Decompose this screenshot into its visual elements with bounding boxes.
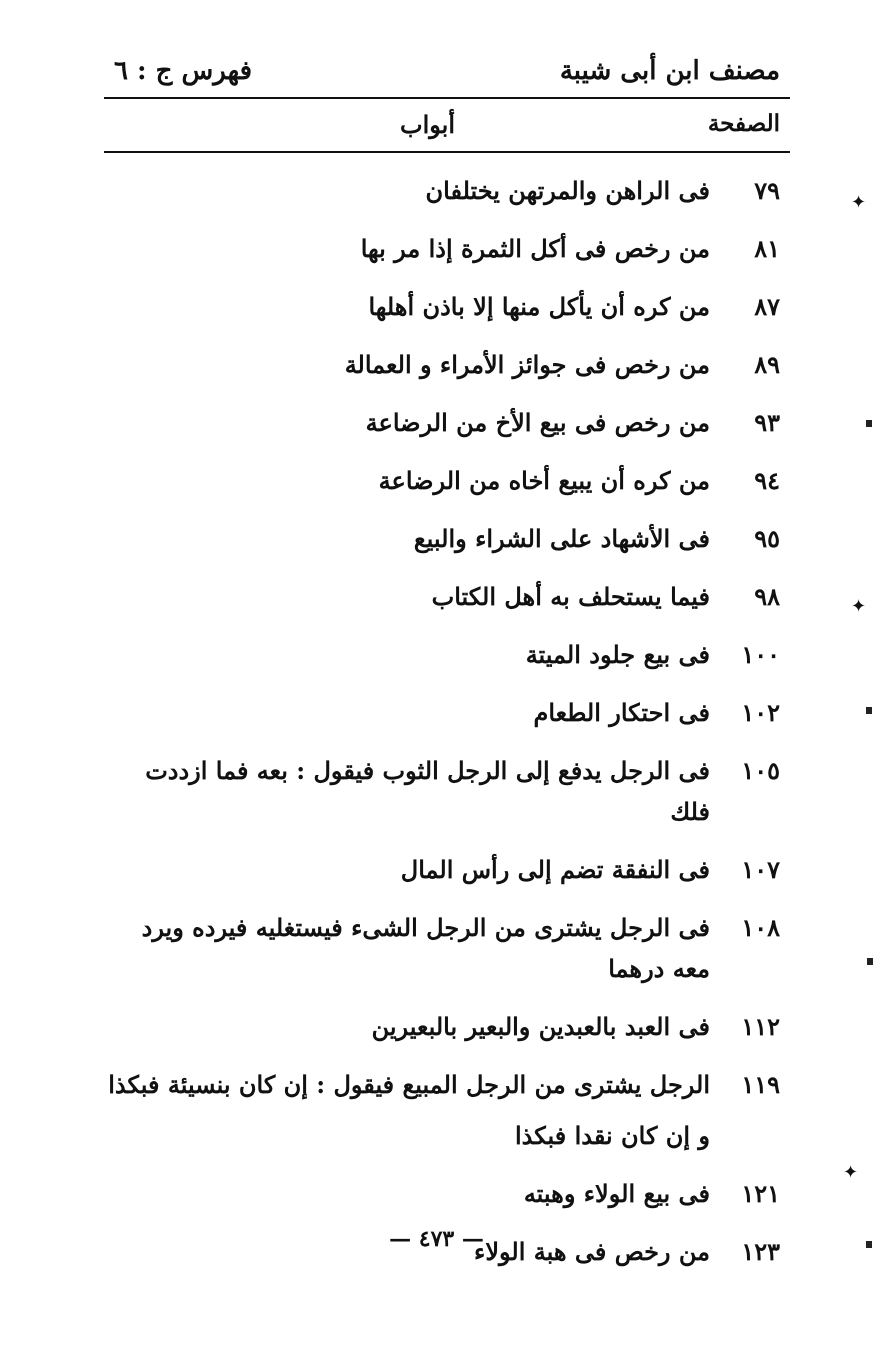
entry-title xyxy=(100,907,718,989)
page-column-header: الصفحة xyxy=(707,110,780,137)
entry-title xyxy=(100,344,718,385)
entry-title-text: من رخص فى جوائز الأمراء و العمالة xyxy=(344,350,710,379)
index-label: فهرس ج : ٦ xyxy=(114,56,253,86)
page-number: — ٤٧٣ — xyxy=(389,1226,484,1252)
entry-title xyxy=(100,849,718,890)
column-headers xyxy=(104,104,780,148)
entry-title-text: فى العبد بالعبدين والبعير بالبعيرين xyxy=(371,1012,710,1041)
entry-title-text: من رخص فى هبة الولاء xyxy=(474,1237,710,1266)
entry-title xyxy=(100,170,718,211)
index-entry xyxy=(100,518,780,559)
index-entry xyxy=(100,1064,780,1156)
entry-page-number: ٨٧ xyxy=(754,292,780,321)
entry-title-text: فى الرجل يدفع إلى الرجل الثوب فيقول : بعه فما ازددت فلك xyxy=(145,756,710,826)
entry-title-text: من كره أن يبيع أخاه من الرضاعة xyxy=(378,466,710,495)
entry-title-text: من كره أن يأكل منها إلا باذن أهلها xyxy=(368,292,710,321)
entry-title xyxy=(100,692,718,733)
entry-title-text: فى النفقة تضم إلى رأس المال xyxy=(400,855,710,884)
index-entry xyxy=(100,692,780,733)
index-entry xyxy=(100,750,780,832)
entry-page-number: ١٠٥ xyxy=(741,756,780,785)
index-entry xyxy=(100,1006,780,1047)
edge-mark-icon xyxy=(866,420,872,427)
entry-title-text: الرجل يشترى من الرجل المبيع فيقول : إن كان بنسيئة فبكذا xyxy=(108,1070,710,1099)
index-entry xyxy=(100,576,780,617)
entry-title-text: فى الراهن والمرتهن يختلفان xyxy=(425,176,710,205)
entry-page-number: ٩٥ xyxy=(754,524,780,553)
edge-mark-icon xyxy=(866,1241,872,1248)
entry-page-number: ٩٤ xyxy=(754,466,780,495)
entry-title xyxy=(100,1064,718,1156)
entry-title xyxy=(100,576,718,617)
edge-mark-icon xyxy=(866,707,872,714)
index-entry xyxy=(100,170,780,211)
entry-title xyxy=(100,750,718,832)
index-entry xyxy=(100,849,780,890)
chapters-column-header: أبواب xyxy=(400,110,456,139)
header-rule xyxy=(104,97,790,99)
entry-page-number: ٨٩ xyxy=(754,350,780,379)
entry-title-text: فى احتكار الطعام xyxy=(533,698,710,727)
entry-title xyxy=(100,460,718,501)
edge-mark-icon xyxy=(867,958,873,965)
entry-page-number: ١٠٢ xyxy=(741,698,780,727)
entry-page-number: ١٢٣ xyxy=(741,1237,780,1266)
index-entry xyxy=(100,228,780,269)
index-entry xyxy=(100,1173,780,1214)
entry-page-number: ٨١ xyxy=(754,234,780,263)
entry-title-text: من رخص فى أكل الثمرة إذا مر بها xyxy=(360,234,710,263)
index-entry xyxy=(100,907,780,989)
entry-title-text: من رخص فى بيع الأخ من الرضاعة xyxy=(365,408,710,437)
entry-title-text: فى بيع جلود الميتة xyxy=(525,640,710,669)
registration-mark-icon: ✦ xyxy=(843,1162,859,1183)
entry-page-number: ١٠٠ xyxy=(741,640,780,669)
index-entry xyxy=(100,402,780,443)
book-title: مصنف ابن أبى شيبة xyxy=(559,56,780,86)
entry-title xyxy=(100,518,718,559)
entry-title xyxy=(100,1173,718,1214)
entry-page-number: ١١٢ xyxy=(741,1012,780,1041)
entry-page-number: ١١٩ xyxy=(741,1070,780,1099)
entry-page-number: ٩٣ xyxy=(754,408,780,437)
entry-title xyxy=(100,402,718,443)
entry-page-number: ١٠٧ xyxy=(741,855,780,884)
index-entry xyxy=(100,634,780,675)
entry-title xyxy=(100,228,718,269)
entry-title-text: فى الرجل يشترى من الرجل الشىء فيستغليه فيرده ويرد معه درهما xyxy=(141,913,710,983)
index-entry xyxy=(100,286,780,327)
entry-page-number: ٧٩ xyxy=(754,176,780,205)
entry-title-text: فيما يستحلف به أهل الكتاب xyxy=(431,582,710,611)
column-header-rule xyxy=(104,151,790,153)
entry-page-number: ٩٨ xyxy=(754,582,780,611)
index-entry xyxy=(100,344,780,385)
index-entries xyxy=(100,170,780,1289)
entry-title xyxy=(100,286,718,327)
entry-title-text: فى الأشهاد على الشراء والبيع xyxy=(413,524,710,553)
running-header xyxy=(104,52,780,92)
entry-page-number: ١٠٨ xyxy=(741,913,780,942)
registration-mark-icon: ✦ xyxy=(851,596,867,617)
index-entry xyxy=(100,460,780,501)
entry-page-number: ١٢١ xyxy=(741,1179,780,1208)
entry-title xyxy=(100,1006,718,1047)
registration-mark-icon: ✦ xyxy=(851,192,867,213)
entry-title xyxy=(100,634,718,675)
entry-title-text: فى بيع الولاء وهبته xyxy=(523,1179,710,1208)
entry-title-continuation: و إن كان نقدا فبكذا xyxy=(515,1121,710,1150)
